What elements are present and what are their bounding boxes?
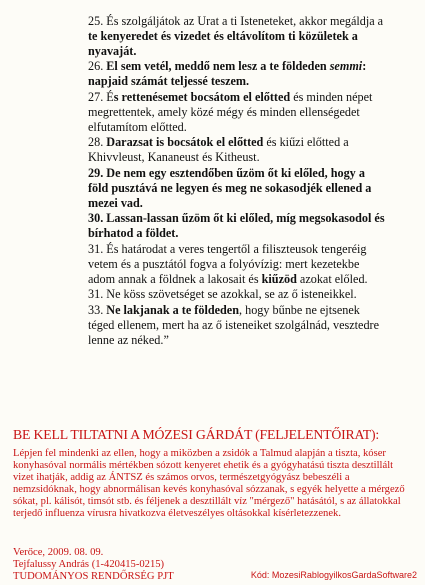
verse-v32 — [88, 287, 388, 302]
verse-v28 — [88, 135, 388, 165]
verse-v27 — [88, 90, 388, 134]
verse-text: 27. É — [88, 89, 114, 104]
verse-text: kiűzöd — [261, 271, 297, 286]
verse-text: s rettenésemet bocsátom el előtted — [113, 89, 291, 104]
verse-text: 31. És határodat a veres tengertől a filiszteusok tengeréig vetem és a pusztától fogva a folyóvízig: mert kezetekbe adom annak a földnek a lakosait és — [88, 241, 367, 286]
verse-text: 31. Ne köss szövetséget se azokkal, se az ő isteneikkel. — [88, 287, 357, 302]
verse-text: Darazsat is bocsátok el előtted — [106, 135, 264, 150]
verse-text: , hogy bűnbe ne ejtsenek téged ellenem, mert ha az ő isteneiket szolgálnád, vesztedre lenne az néked.” — [88, 303, 380, 347]
verse-text: : napjaid számát teljessé teszem. — [88, 59, 367, 89]
complaint-body: Lépjen fel mindenki az ellen, hogy a miközben a zsidók a Talmud alapján a tiszta, kóser konyhasóval normális mértékben sózott kenyeret ehetik és a gyógyhatású tiszta desztillált vizet ihatják, addig az ÁNTSZ és számos orvos, természetgyógyász bebeszéli a nemzsidóknak, hogy abnormálisan kevés konyhasóval sózzanak, s egyék helyette a mérgező sókat, pl. kálisót, timsót stb. és féljenek a desztillált víz "mérgező" hatásától, s az állatokkal terjedő influenza vírusra hivatkozva életveszélyes oltásokkal kísérletezzenek. — [13, 448, 405, 520]
verse-v33 — [88, 303, 388, 347]
document-code: Kód: MozesiRablogyilkosGardaSoftware2 — [250, 570, 417, 580]
verse-v26 — [88, 59, 388, 89]
verse-text: 33. — [88, 303, 107, 318]
verse-text: 25. És szolgáljátok az Urat a ti Isteneteket, akkor megáldja a — [88, 14, 384, 28]
signature-name: Tejfalussy András (1-420415-0215) — [13, 559, 165, 570]
verse-v30 — [88, 211, 388, 241]
verse-list — [88, 14, 388, 349]
verse-text: és kiűzi előtted a Khivvleust, Kananeust és Kitheust. — [88, 135, 349, 165]
verse-text: és minden népet megrettentek, amely közé mégy és minden ellenségedet elfutamítom előtted. — [88, 89, 373, 134]
verse-text: Ne lakjanak a te földeden — [106, 303, 239, 318]
signature-org: TUDOMÁNYOS RENDŐRSÉG PJT — [13, 571, 174, 582]
verse-text: te kenyeredet és vizedet és eltávolítom ti közületek a nyavaját. — [88, 28, 358, 58]
verse-v25 — [88, 14, 388, 58]
verse-text: El sem vetél, meddő nem lesz a te földeden — [106, 59, 330, 74]
verse-text: 30. Lassan-lassan űzöm őt ki előled, míg megsokasodol és bírhatod a földet. — [88, 211, 385, 241]
verse-text: semmi — [329, 59, 363, 74]
verse-text: azokat előled. — [296, 271, 368, 286]
verse-v31 — [88, 242, 388, 286]
verse-v29 — [88, 166, 388, 210]
signature-block — [13, 547, 174, 583]
verse-text: 28. — [88, 135, 107, 150]
signature-place-date: Verőce, 2009. 08. 09. — [13, 547, 104, 558]
verse-text: 26. — [88, 59, 107, 74]
complaint-title: BE KELL TILTATNI A MÓZESI GÁRDÁT (FELJELENTŐIRAT): — [13, 427, 379, 442]
verse-text: 29. De nem egy esztendőben űzöm őt ki előled, hogy a föld pusztává ne legyen és meg ne sokasodjék ellened a mezei vad. — [88, 165, 372, 210]
